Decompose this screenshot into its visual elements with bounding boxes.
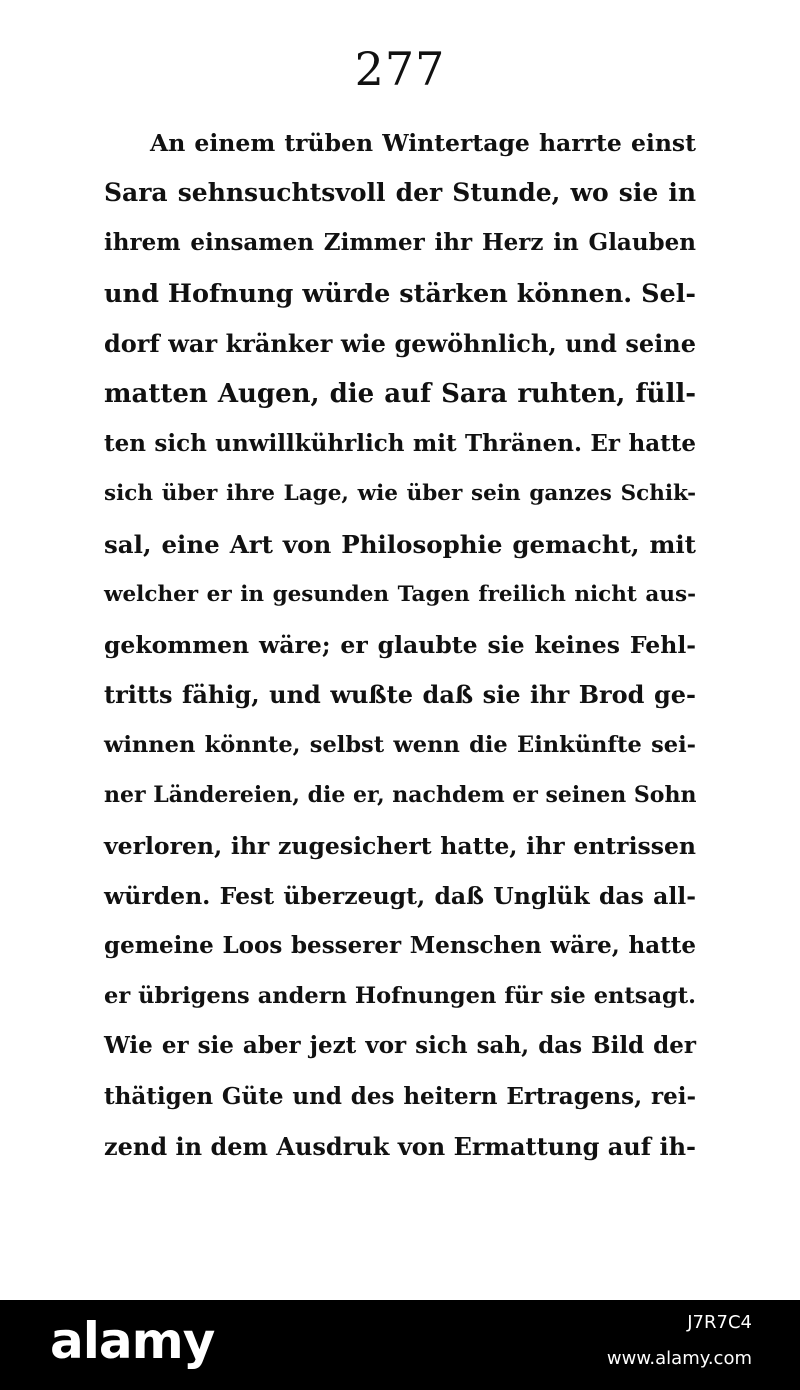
text-line: sal, eine Art von Philosophie gemacht, mit <box>104 529 696 559</box>
watermark-footer <box>0 1300 800 1390</box>
text-line: ner Ländereien, die er, nachdem er seinen Sohn <box>104 782 697 809</box>
text-line: tritts fähig, und wußte daß sie ihr Brod ge- <box>104 680 696 710</box>
brand-logo: alamy <box>50 1312 215 1370</box>
text-line: thätigen Güte und des heitern Ertragens, rei- <box>104 1082 696 1110</box>
site-url: www.alamy.com <box>606 1348 752 1369</box>
text-line: winnen könnte, selbst wenn die Einkünfte sei- <box>104 732 696 759</box>
text-line: ihrem einsamen Zimmer ihr Herz in Glauben <box>104 229 696 257</box>
text-line: Wie er sie aber jezt vor sich sah, das Bild der <box>104 1032 696 1060</box>
text-line: würden. Fest überzeugt, daß Unglük das all- <box>104 881 696 910</box>
text-line: und Hofnung würde stärken können. Sel- <box>104 278 696 309</box>
text-line: er übrigens andern Hofnungen für sie entsagt. <box>104 983 696 1010</box>
text-line: An einem trüben Wintertage harrte einst <box>150 129 696 157</box>
text-line: dorf war kränker wie gewöhnlich, und seine <box>104 328 696 358</box>
text-line: ten sich unwillkührlich mit Thränen. Er hatte <box>104 430 696 458</box>
text-line: welcher er in gesunden Tagen freilich nicht aus- <box>104 581 696 607</box>
text-line: zend in dem Ausdruk von Ermattung auf ih- <box>104 1131 696 1161</box>
text-line: verloren, ihr zugesichert hatte, ihr entrissen <box>104 831 696 860</box>
body-text <box>104 118 696 1172</box>
image-id: J7R7C4 <box>687 1312 752 1333</box>
text-line: matten Augen, die auf Sara ruhten, füll- <box>104 378 696 409</box>
text-line: sich über ihre Lage, wie über sein ganzes Schik- <box>104 481 696 507</box>
text-line: Sara sehnsuchtsvoll der Stunde, wo sie in <box>104 178 696 208</box>
page-number: 277 <box>354 42 446 96</box>
text-line: gekommen wäre; er glaubte sie keines Fehl- <box>104 630 696 659</box>
text-line: gemeine Loos besserer Menschen wäre, hatte <box>104 932 696 959</box>
